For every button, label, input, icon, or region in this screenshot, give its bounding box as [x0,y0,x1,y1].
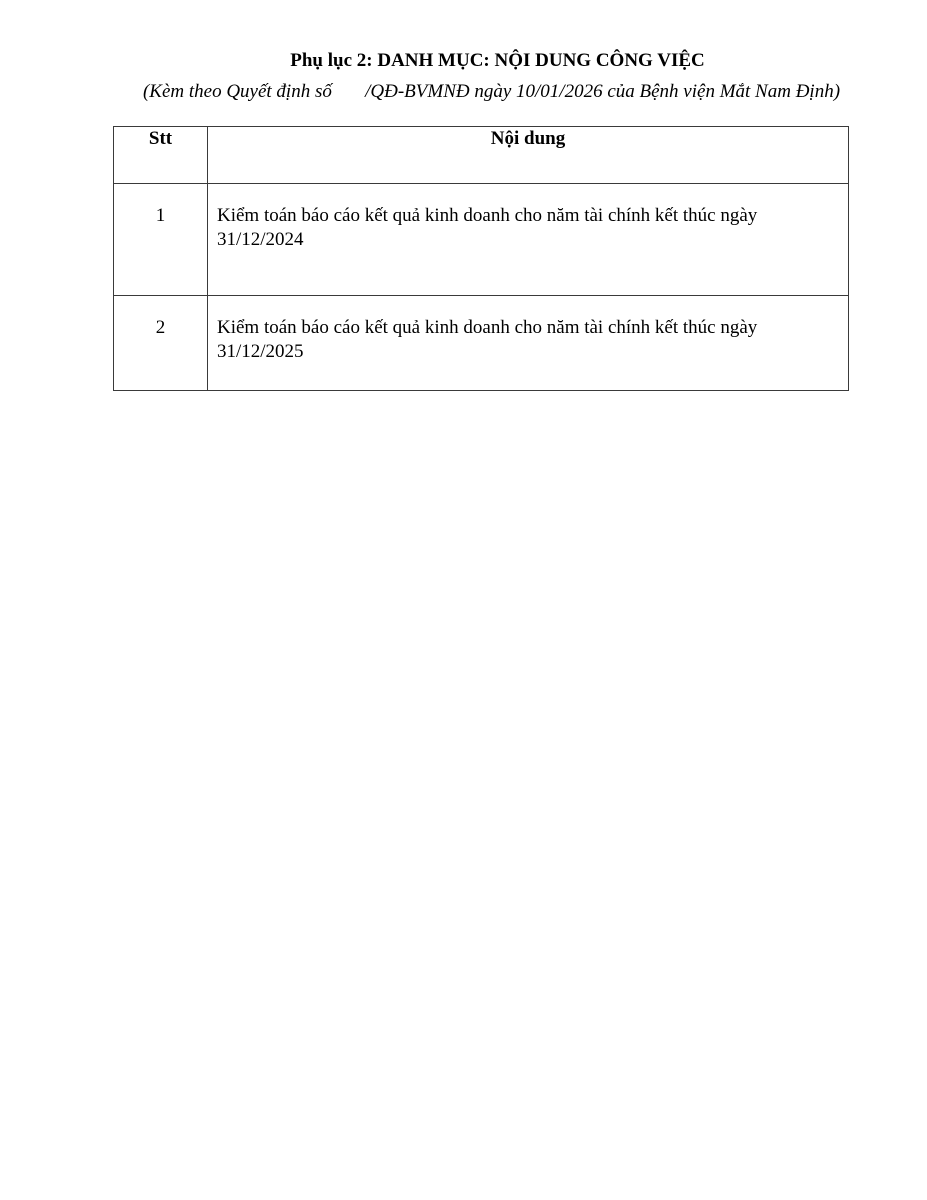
header-stt: Stt [114,127,208,184]
row-content: Kiểm toán báo cáo kết quả kinh doanh cho năm tài chính kết thúc ngày 31/12/2025 [208,296,849,391]
table-header-row [114,127,849,184]
row-content: Kiểm toán báo cáo kết quả kinh doanh cho năm tài chính kết thúc ngày 31/12/2024 [208,184,849,296]
header-content: Nội dung [208,127,849,184]
document-subtitle: (Kèm theo Quyết định số /QĐ-BVMNĐ ngày 10/01/2026 của Bệnh viện Mắt Nam Định) [142,81,841,102]
row-stt: 2 [114,296,208,391]
table-row [114,296,849,391]
document-title: Phụ lục 2: DANH MỤC: NỘI DUNG CÔNG VIỆC [290,50,705,71]
work-content-table [113,126,849,391]
row-stt: 1 [114,184,208,296]
table-row [114,184,849,296]
